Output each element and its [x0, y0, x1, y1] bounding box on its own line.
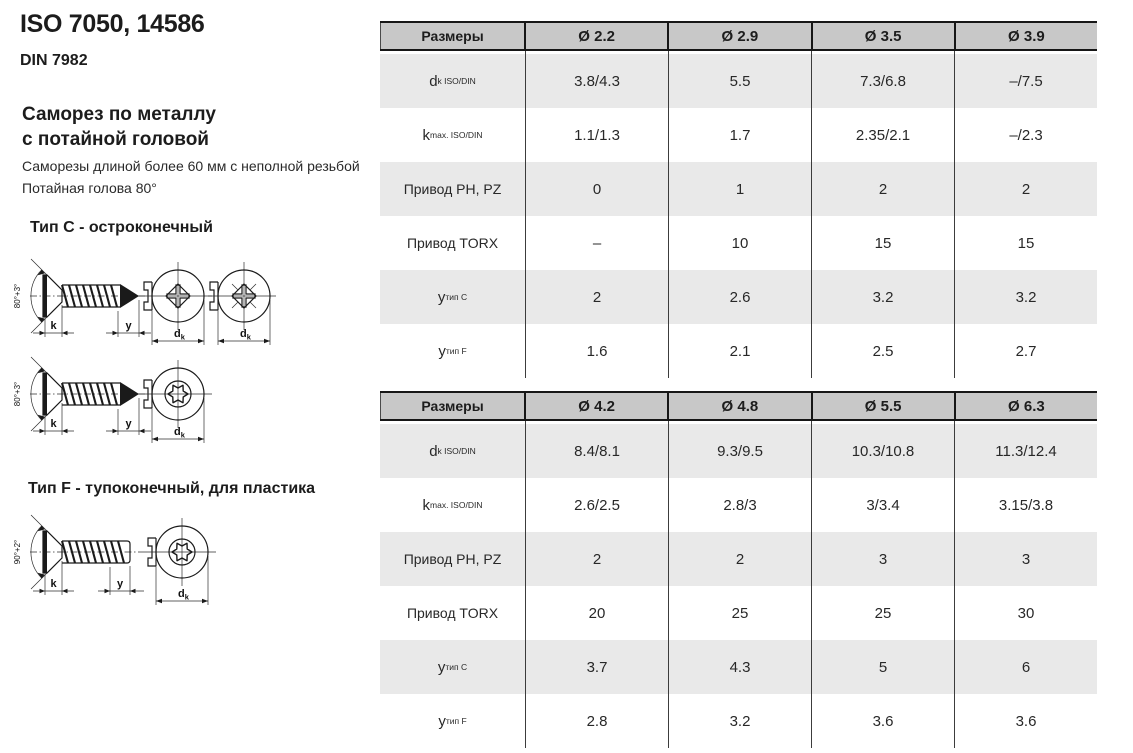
- row-label: k max. ISO/DIN: [380, 478, 526, 532]
- row-label: Привод TORX: [380, 586, 526, 640]
- table-cell: 30: [1017, 604, 1035, 622]
- y-dimension-label: y: [125, 320, 132, 332]
- table-cell: 1: [669, 162, 812, 216]
- table-row: [380, 694, 1097, 748]
- table-row: [380, 532, 1097, 586]
- row-label: y тип C: [380, 640, 526, 694]
- row-label: d k ISO/DIN: [380, 54, 526, 108]
- k-dimension-label: k: [50, 578, 57, 590]
- type-f-heading: Тип F - тупоконечный, для пластика: [28, 480, 316, 497]
- table-cell: 3.2: [669, 694, 812, 748]
- table-cell: 2: [812, 162, 955, 216]
- product-name-line1: Саморез по металлу: [22, 104, 216, 125]
- standard-subtitle: DIN 7982: [20, 52, 88, 69]
- row-label: k max. ISO/DIN: [380, 108, 526, 162]
- table-header-row: [380, 391, 1097, 421]
- table-cell: 9.3/9.5: [669, 424, 812, 478]
- table-cell: 25: [812, 586, 955, 640]
- table-cell: 2: [669, 532, 812, 586]
- screw-side-view-icon: [13, 515, 144, 595]
- table-cell: 3.6: [1015, 712, 1037, 730]
- page-title: ISO 7050, 14586: [20, 10, 205, 38]
- table-cell: 3.6: [812, 694, 955, 748]
- table-cell: 5.5: [669, 54, 812, 108]
- column-header-diameter: Ø 3.5: [813, 23, 956, 49]
- table-cell: 7.3/6.8: [812, 54, 955, 108]
- table-cell: –/7.5: [955, 54, 1097, 108]
- table-cell: 2.8: [526, 694, 669, 748]
- head-angle-label: 80°+3°: [13, 381, 22, 407]
- table-cell: 1.6: [526, 324, 669, 378]
- table-cell: 6: [955, 640, 1097, 694]
- row-label: d k ISO/DIN: [380, 424, 526, 478]
- table-cell: 3.7: [526, 640, 669, 694]
- note-thread-length: Саморезы длиной более 60 мм с неполной резьбой: [22, 158, 360, 174]
- table-row: [380, 586, 1097, 640]
- table-row: [380, 216, 1097, 270]
- torx-head-view-icon: [138, 360, 212, 443]
- table-row: [380, 108, 1097, 162]
- table-cell: 25: [669, 586, 812, 640]
- row-label: y тип F: [380, 324, 526, 378]
- column-header-diameter: Ø 4.8: [669, 393, 812, 419]
- table-cell: 2: [526, 532, 669, 586]
- table-cell: 20: [526, 586, 669, 640]
- table-cell: 5: [812, 640, 955, 694]
- table-cell: 2.1: [669, 324, 812, 378]
- row-label: y тип F: [380, 694, 526, 748]
- table-cell: 1.7: [669, 108, 812, 162]
- table-cell: 10.3/10.8: [812, 424, 955, 478]
- column-header-diameter: Ø 4.2: [526, 393, 669, 419]
- table-cell: 3.2: [812, 270, 955, 324]
- table-header-row: [380, 21, 1097, 51]
- table-cell: 2.8/3: [669, 478, 812, 532]
- table-cell: 8.4/8.1: [526, 424, 669, 478]
- column-header-diameter: Ø 3.9: [956, 23, 1097, 49]
- table-cell: 11.3/12.4: [955, 424, 1097, 478]
- table-cell: 3/3.4: [812, 478, 955, 532]
- size-table-small-diameters: [380, 21, 1097, 378]
- column-header-sizes: Размеры: [380, 23, 526, 49]
- table-cell: 2: [526, 270, 669, 324]
- table-row: [380, 324, 1097, 378]
- k-dimension-label: k: [50, 418, 57, 430]
- type-c-heading: Тип C - остроконечный: [30, 219, 213, 236]
- table-cell: 15: [812, 216, 955, 270]
- type-f-drawing: [6, 512, 226, 612]
- table-cell: 2.7: [1015, 342, 1037, 360]
- torx-head-view-icon: [142, 518, 216, 605]
- table-cell: 2.5: [812, 324, 955, 378]
- table-row: [380, 270, 1097, 324]
- table-cell: 4.3: [669, 640, 812, 694]
- table-row: [380, 640, 1097, 694]
- row-label: y тип C: [380, 270, 526, 324]
- type-c-ph-pz-drawing: [6, 256, 278, 352]
- type-c-torx-drawing: [6, 354, 218, 450]
- table-cell: 0: [526, 162, 669, 216]
- y-dimension-label: y: [116, 578, 124, 590]
- table-row: [380, 54, 1097, 108]
- head-angle-label: 80°+3°: [13, 283, 22, 309]
- pz-head-view-icon: [208, 262, 276, 345]
- dk-dimension-label: $d_k$: [240, 328, 251, 342]
- table-cell: 3.8/4.3: [526, 54, 669, 108]
- table-cell: 3.15/3.8: [998, 496, 1054, 514]
- column-header-diameter: Ø 6.3: [956, 393, 1097, 419]
- product-name: [22, 102, 216, 152]
- column-header-diameter: Ø 2.2: [526, 23, 669, 49]
- table-cell: 1.1/1.3: [526, 108, 669, 162]
- dk-dimension-label: $d_k$: [174, 426, 185, 440]
- k-dimension-label: k: [50, 320, 57, 332]
- table-cell: 2.35/2.1: [812, 108, 955, 162]
- size-table-large-diameters: [380, 391, 1097, 748]
- head-angle-label: 90°+2°: [13, 539, 22, 565]
- table-cell: 3: [812, 532, 955, 586]
- table-cell: 10: [669, 216, 812, 270]
- ph-head-view-icon: [138, 262, 212, 345]
- screw-side-view-icon: [13, 357, 151, 435]
- table-cell: –: [526, 216, 669, 270]
- dk-dimension-label: $d_k$: [174, 328, 185, 342]
- row-label: Привод PH, PZ: [380, 162, 526, 216]
- table-cell: 2.6/2.5: [526, 478, 669, 532]
- table-row: [380, 424, 1097, 478]
- column-header-sizes: Размеры: [380, 393, 526, 419]
- row-label: Привод TORX: [380, 216, 526, 270]
- column-header-diameter: Ø 2.9: [669, 23, 812, 49]
- table-cell: 2: [955, 162, 1097, 216]
- row-label: Привод PH, PZ: [380, 532, 526, 586]
- table-cell: 3: [955, 532, 1097, 586]
- table-cell: –/2.3: [1009, 126, 1043, 144]
- table-cell: 15: [1017, 234, 1035, 252]
- note-head-angle: Потайная голова 80°: [22, 180, 157, 196]
- table-row: [380, 162, 1097, 216]
- table-cell: 2.6: [669, 270, 812, 324]
- screw-side-view-icon: [13, 259, 151, 337]
- table-cell: 3.2: [955, 270, 1097, 324]
- column-header-diameter: Ø 5.5: [813, 393, 956, 419]
- y-dimension-label: y: [125, 418, 132, 430]
- product-name-line2: с потайной головой: [22, 129, 209, 150]
- dk-dimension-label: $d_k$: [178, 588, 189, 602]
- table-row: [380, 478, 1097, 532]
